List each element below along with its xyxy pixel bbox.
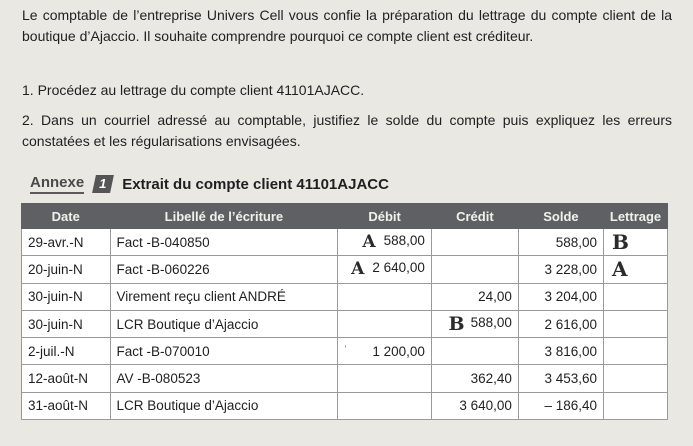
annex-word: Annexe [30, 174, 84, 194]
table-row [22, 310, 668, 337]
credit-value: 588,00 [470, 315, 512, 331]
question-2: 2. Dans un courriel adressé au comptable, justifiez le solde du compte puis expliquez les erreurs constatées et les régularisations envisagées. [22, 112, 672, 149]
table-row [22, 392, 668, 419]
cell-lettrage [604, 256, 668, 283]
col-debit-header: Débit [338, 204, 432, 229]
col-credit-header: Crédit [431, 204, 518, 229]
cell-debit [338, 229, 432, 256]
handwritten-letter-mark: B [612, 230, 629, 255]
cell-date: 20-juin-N [22, 256, 111, 283]
question-1: 1. Procédez au lettrage du compte client 41101AJACC. [22, 82, 365, 98]
cell-lettrage [604, 229, 668, 256]
cell-credit [431, 392, 518, 419]
cell-solde: 2 616,00 [518, 310, 603, 337]
cell-debit [338, 256, 432, 283]
cell-debit [338, 338, 432, 365]
credit-value: 3 640,00 [459, 398, 512, 414]
table-row [22, 283, 668, 310]
annex-title: Extrait du compte client 41101AJACC [122, 175, 389, 193]
col-libelle-header: Libellé de l’écriture [110, 204, 338, 229]
cell-solde: 588,00 [518, 229, 603, 256]
cell-credit [431, 229, 518, 256]
cell-lettrage [604, 338, 668, 365]
cell-libelle: Fact -B-040850 [110, 229, 338, 256]
cell-date: 31-août-N [22, 392, 111, 419]
cell-lettrage [604, 365, 668, 392]
cell-libelle: AV -B-080523 [110, 365, 338, 392]
debit-value: 1 200,00 [372, 343, 425, 359]
cell-debit [338, 310, 432, 337]
cell-lettrage [604, 392, 668, 419]
cell-credit [431, 365, 518, 392]
cell-debit [338, 365, 432, 392]
handwritten-letter-mark: A [351, 259, 365, 280]
cell-libelle: Fact -B-060226 [110, 256, 338, 283]
annex-number-badge: 1 [92, 175, 114, 193]
col-date-header: Date [22, 204, 111, 229]
table-row [22, 338, 668, 365]
debit-value: 2 640,00 [372, 260, 425, 276]
credit-value: 362,40 [470, 371, 512, 387]
cell-lettrage [604, 310, 668, 337]
intro-paragraph: Le comptable de l’entreprise Univers Cell vous confie la préparation du lettrage du compte client de la boutique d’Ajaccio. Il souhaite comprendre pourquoi ce compte client est créditeur. [22, 7, 672, 44]
credit-value: 24,00 [478, 289, 512, 305]
cell-debit [338, 283, 432, 310]
cell-debit [338, 392, 432, 419]
cell-libelle: Fact -B-070010 [110, 338, 338, 365]
handwritten-letter-mark: A [362, 232, 376, 253]
cell-solde: 3 816,00 [518, 338, 603, 365]
cell-libelle: LCR Boutique d’Ajaccio [110, 310, 338, 337]
table-header-row [22, 204, 668, 229]
cell-date: 12-août-N [22, 365, 111, 392]
cell-solde: 3 228,00 [518, 256, 603, 283]
table-row [22, 229, 668, 256]
cell-solde: 3 204,00 [518, 283, 603, 310]
cell-libelle: Virement reçu client ANDRÉ [110, 283, 338, 310]
cell-credit [431, 283, 518, 310]
client-account-table [21, 203, 668, 420]
cell-date: 2-juil.-N [22, 338, 111, 365]
handwritten-letter-mark: B [448, 313, 465, 336]
col-lettrage-header: Lettrage [604, 204, 668, 229]
cell-credit [431, 338, 518, 365]
cell-lettrage [604, 283, 668, 310]
cell-date: 30-juin-N [22, 310, 111, 337]
cell-credit [431, 310, 518, 337]
debit-value: 588,00 [383, 233, 425, 249]
cell-credit [431, 256, 518, 283]
table-row [22, 256, 668, 283]
pen-tick-mark: ’ [344, 343, 347, 354]
cell-solde: – 186,40 [518, 392, 603, 419]
cell-date: 29-avr.-N [22, 229, 111, 256]
cell-libelle: LCR Boutique d’Ajaccio [110, 392, 338, 419]
col-solde-header: Solde [518, 204, 603, 229]
handwritten-letter-mark: A [612, 257, 628, 282]
table-row [22, 365, 668, 392]
annex-heading [30, 174, 389, 194]
cell-solde: 3 453,60 [518, 365, 603, 392]
cell-date: 30-juin-N [22, 283, 111, 310]
